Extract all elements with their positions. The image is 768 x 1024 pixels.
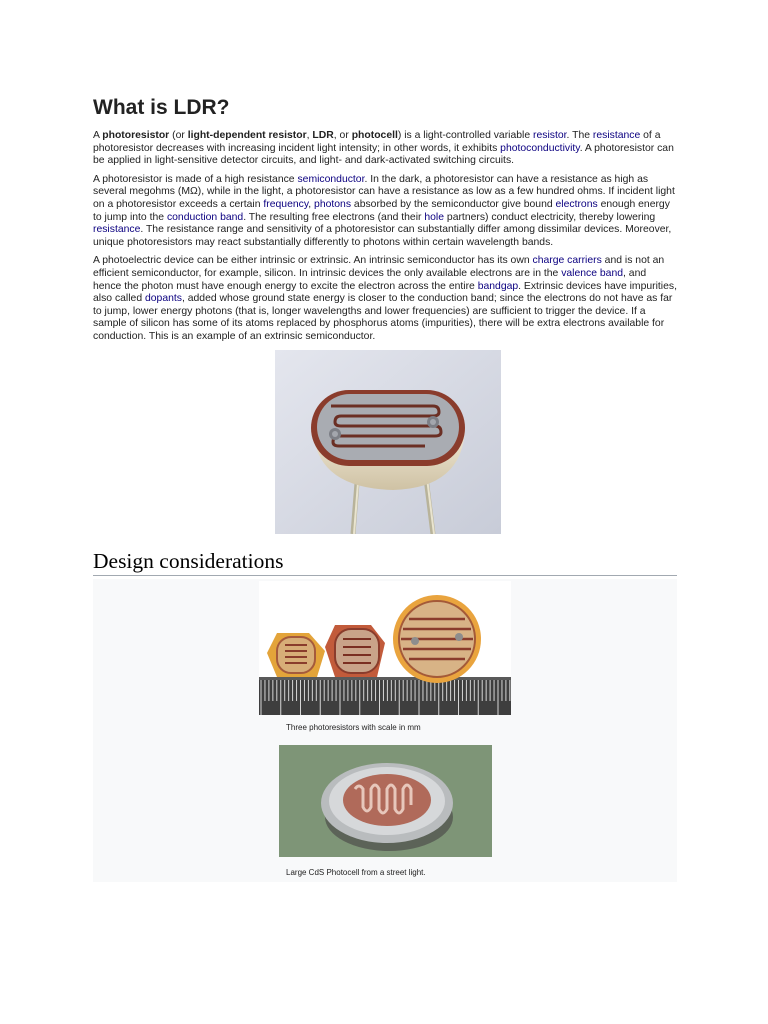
three-photoresistors-photo[interactable] <box>259 581 511 715</box>
cds-photocell-photo[interactable] <box>279 745 492 857</box>
text-run: absorbed by the semiconductor give bound <box>351 198 556 210</box>
link-bandgap[interactable]: bandgap <box>477 280 519 292</box>
link-valence-band[interactable]: valence band <box>561 267 624 279</box>
link-resistor[interactable]: resistor <box>533 130 567 141</box>
link-semiconductor[interactable]: semiconductor <box>297 173 365 185</box>
bold-term: photocell <box>351 130 398 141</box>
link-photoconductivity[interactable]: photoconductivity <box>500 142 580 154</box>
link-resistance[interactable]: resistance <box>93 224 141 236</box>
text-run: , and hence the photon must have enough energy to excite the electron across the entire <box>93 267 647 292</box>
text-run: . In the dark, a photoresistor can have a resistance as high as several megohms (MΩ), while in the light, a photoresistor can have a resistance as low as a few hundred ohms. If incident light on a photoresistor exceeds a certain <box>93 173 675 210</box>
text-run: partners) conduct electricity, thereby lowering <box>444 211 656 223</box>
caption-three-photoresistors: Three photoresistors with scale in mm <box>286 722 421 732</box>
link-conduction-band[interactable]: conduction band <box>166 211 244 223</box>
cds-photocell-illustration <box>279 745 492 857</box>
link-hole[interactable]: hole <box>424 211 445 223</box>
link-electrons[interactable]: electrons <box>555 198 598 210</box>
three-photoresistors-illustration <box>259 581 511 715</box>
text-run: A photoresistor is made of a high resistance <box>93 173 298 185</box>
caption-cds-photocell: Large CdS Photocell from a street light. <box>286 867 426 877</box>
bold-term: photoresistor <box>102 130 170 141</box>
section-heading-design-considerations: Design considerations <box>93 548 677 576</box>
text-run: . Extrinsic devices have impurities, also called <box>93 280 677 305</box>
image-gallery <box>93 579 677 882</box>
text-run: enough energy to jump into the <box>93 198 670 223</box>
text-run: , added whose ground state energy is closer to the conduction band; since the electrons do not have as far to jump, lower energy photons (that is, longer wavelengths and lower frequencies) are sufficient to trigger the device. If a sample of silicon has some of its atoms replaced by phosphorus atoms (impurities), there will be extra electrons available for conduction. This is an example of an extrinsic semiconductor. <box>93 293 673 342</box>
paragraph-intro <box>93 130 677 168</box>
bold-term: light-dependent resistor <box>187 130 307 141</box>
link-charge-carriers[interactable]: charge carriers <box>532 255 602 267</box>
bold-term: LDR <box>312 130 334 141</box>
photoresistor-illustration <box>275 350 501 534</box>
text-run: . The <box>566 130 593 141</box>
link-photons[interactable]: photons <box>314 198 352 210</box>
link-frequency[interactable]: frequency <box>263 198 309 210</box>
link-dopants[interactable]: dopants <box>144 293 182 305</box>
text-run: A photoelectric device can be either intrinsic or extrinsic. An intrinsic semiconductor has its own <box>93 255 533 267</box>
text-run: . A photoresistor can be applied in light-sensitive detector circuits, and light- and dark-activated switching circuits. <box>93 142 674 167</box>
text-run: of a photoresistor decreases with increasing incident light intensity; in other words, it exhibits <box>93 130 661 154</box>
text-run: . The resistance range and sensitivity of a photoresistor can substantially differ among dissimilar devices. Moreover, unique photoresistors may react substantially differently to photons within certain wavelength bands. <box>93 224 672 248</box>
paragraph-semiconductor <box>93 174 677 250</box>
text-run: A <box>93 130 103 141</box>
text-run: . The resulting free electrons (and their <box>243 211 425 223</box>
paragraph-intrinsic-extrinsic <box>93 255 677 343</box>
text-run: (or <box>169 130 188 141</box>
link-resistance[interactable]: resistance <box>592 130 641 141</box>
text-run: , <box>308 198 315 210</box>
page-title: What is LDR? <box>93 96 230 119</box>
text-run: , or <box>333 130 352 141</box>
text-run: , <box>306 130 313 141</box>
text-run: ) is a light-controlled variable <box>397 130 534 141</box>
photoresistor-photo[interactable] <box>275 350 501 534</box>
article <box>93 95 677 882</box>
text-run: and is not an efficient semiconductor, for example, silicon. In intrinsic devices the only available electrons are in the <box>93 255 665 279</box>
